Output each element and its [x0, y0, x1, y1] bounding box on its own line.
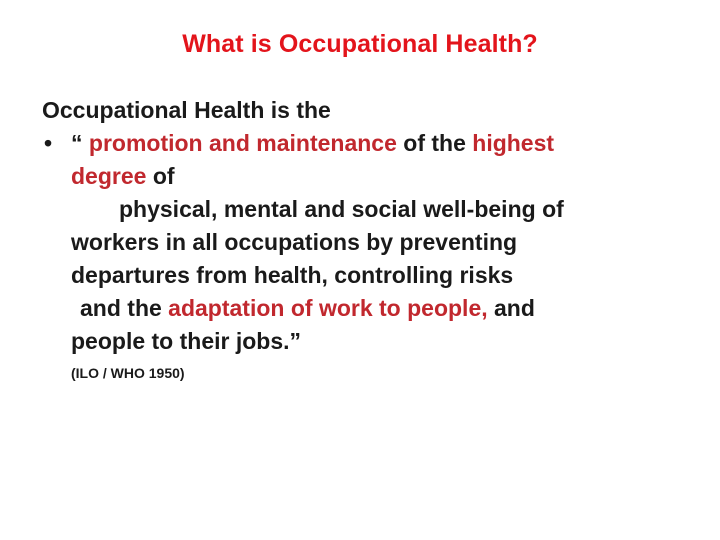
quote-line-6: [71, 292, 682, 325]
intro-text: Occupational Health is the: [42, 97, 331, 123]
quote-and-the: and the: [80, 295, 169, 321]
quote-line-4: workers in all occupations by preventing: [71, 229, 518, 255]
highlight-highest: highest: [472, 130, 555, 156]
quote-line-5: departures from health, controlling risks: [71, 262, 514, 288]
quote-open: “: [71, 130, 89, 156]
quote-and: and: [487, 295, 535, 321]
highlight-degree: degree: [71, 163, 147, 189]
slide-body: [42, 94, 682, 382]
highlight-adaptation: adaptation of work to people,: [168, 295, 488, 321]
bullet-item: [42, 127, 682, 382]
highlight-promotion: promotion and maintenance: [88, 130, 397, 156]
bullet-glyph: •: [44, 130, 53, 156]
quote-of-the: of the: [396, 130, 473, 156]
source-citation: (ILO / WHO 1950): [71, 365, 185, 381]
quote-line-1: [71, 127, 682, 160]
quote-of: of: [146, 163, 175, 189]
quote-line-3: physical, mental and social well-being of: [119, 196, 564, 222]
quote-line-7: people to their jobs.”: [71, 328, 302, 354]
slide-title: What is Occupational Health?: [182, 30, 538, 58]
quote-line-2: [71, 160, 682, 193]
